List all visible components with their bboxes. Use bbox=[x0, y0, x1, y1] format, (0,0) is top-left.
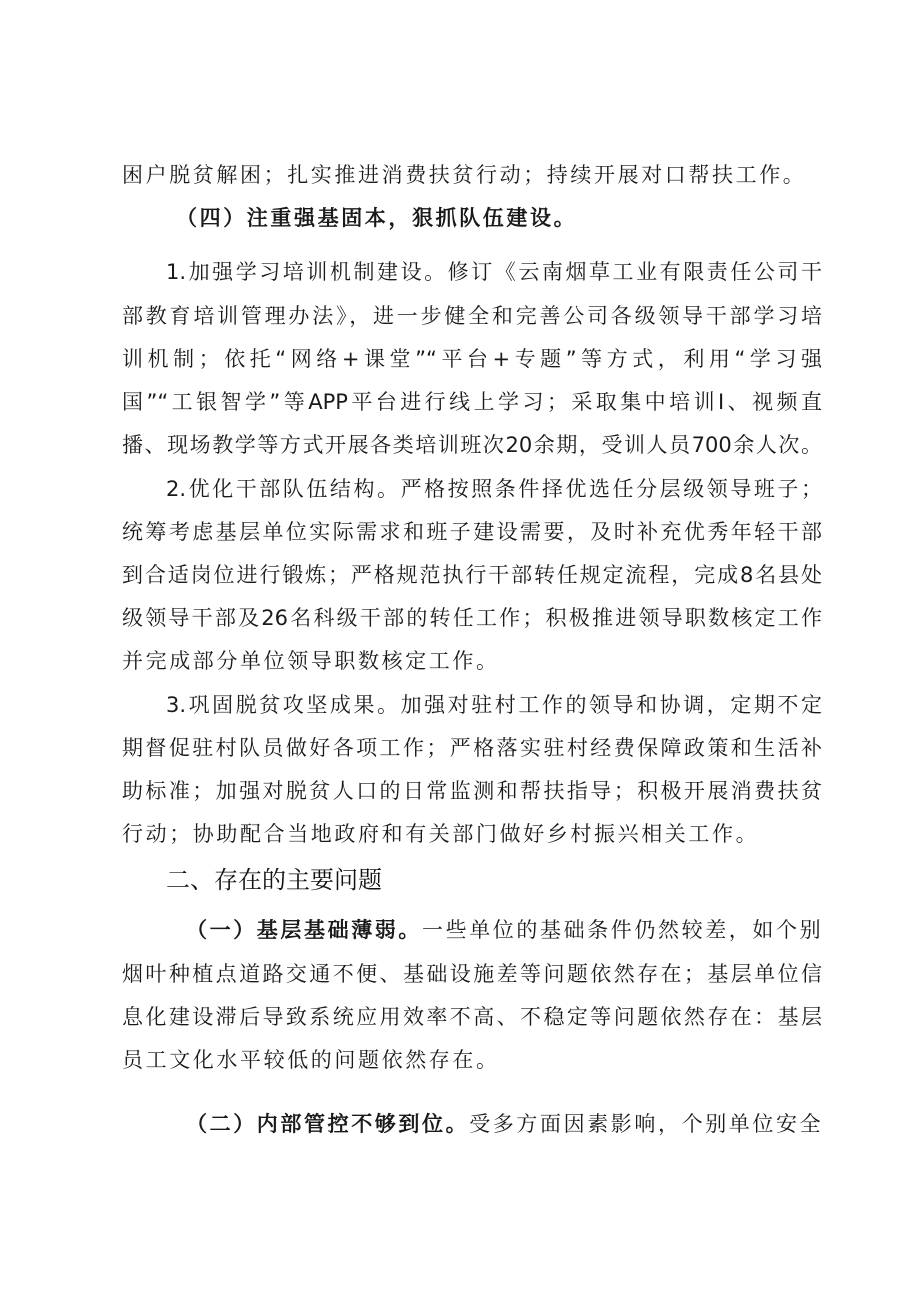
issue-label: （二）内部管控不够到位。 bbox=[186, 1112, 470, 1136]
issue-text: 一些单位的基础条件仍然较差，如个别 bbox=[422, 918, 824, 942]
paragraph-line: 并完成部分单位领导职数核定工作。 bbox=[122, 649, 500, 673]
paragraph-line: 息化建设滞后导致系统应用效率不高、不稳定等问题依然存在：基层 bbox=[122, 1005, 822, 1029]
paragraph-line: 统筹考虑基层单位实际需求和班子建设需要，及时补充优秀年轻干部 bbox=[122, 520, 822, 544]
section-heading: （四）注重强基固本，狠抓队伍建设。 bbox=[176, 206, 578, 230]
paragraph-line: 行动；协助配合当地政府和有关部门做好乡村振兴相关工作。 bbox=[122, 822, 760, 846]
part-heading: 二、存在的主要问题 bbox=[166, 866, 382, 894]
paragraph-line: 助标准；加强对脱贫人口的日常监测和帮扶指导；积极开展消费扶贫 bbox=[122, 779, 822, 803]
paragraph-line: 员工文化水平较低的问题依然存在。 bbox=[122, 1048, 500, 1072]
paragraph-line: 期督促驻村队员做好各项工作；严格落实驻村经费保障政策和生活补 bbox=[122, 736, 822, 760]
paragraph-line: 1.加强学习培训机制建设。修订《云南烟草工业有限责任公司干 bbox=[166, 260, 822, 284]
paragraph-line: 级领导干部及26名科级干部的转任工作；积极推进领导职数核定工作 bbox=[122, 606, 822, 630]
issue-label: （一）基层基础薄弱。 bbox=[186, 918, 422, 942]
paragraph-line: 播、现场教学等方式开展各类培训班次20余期，受训人员700余人次。 bbox=[122, 433, 822, 457]
paragraph-line: 烟叶种植点道路交通不便、基础设施差等问题依然存在；基层单位信 bbox=[122, 962, 822, 986]
paragraph-line: 到合适岗位进行锻炼；严格规范执行干部转任规定流程，完成8名县处 bbox=[122, 563, 822, 587]
paragraph-line: 国”“工银智学”等APP平台进行线上学习；采取集中培训I、视频直 bbox=[122, 390, 822, 414]
paragraph-line: 3.巩固脱贫攻坚成果。加强对驻村工作的领导和协调，定期不定 bbox=[166, 693, 822, 717]
paragraph-line: 训机制；依托“网络+课堂”“平台+专题”等方式，利用“学习强 bbox=[122, 347, 822, 371]
issue-text: 受多方面因素影响，个别单位安全 bbox=[469, 1112, 824, 1136]
paragraph-line bbox=[186, 1109, 822, 1139]
paragraph-line bbox=[186, 915, 822, 945]
paragraph-line: 部教育培训管理办法》，进一步健全和完善公司各级领导干部学习培 bbox=[122, 304, 822, 328]
paragraph-line: 2.优化干部队伍结构。严格按照条件择优选任分层级领导班子； bbox=[166, 477, 822, 501]
paragraph-line: 困户脱贫解困；扎实推进消费扶贫行动；持续开展对口帮扶工作。 bbox=[122, 163, 807, 187]
